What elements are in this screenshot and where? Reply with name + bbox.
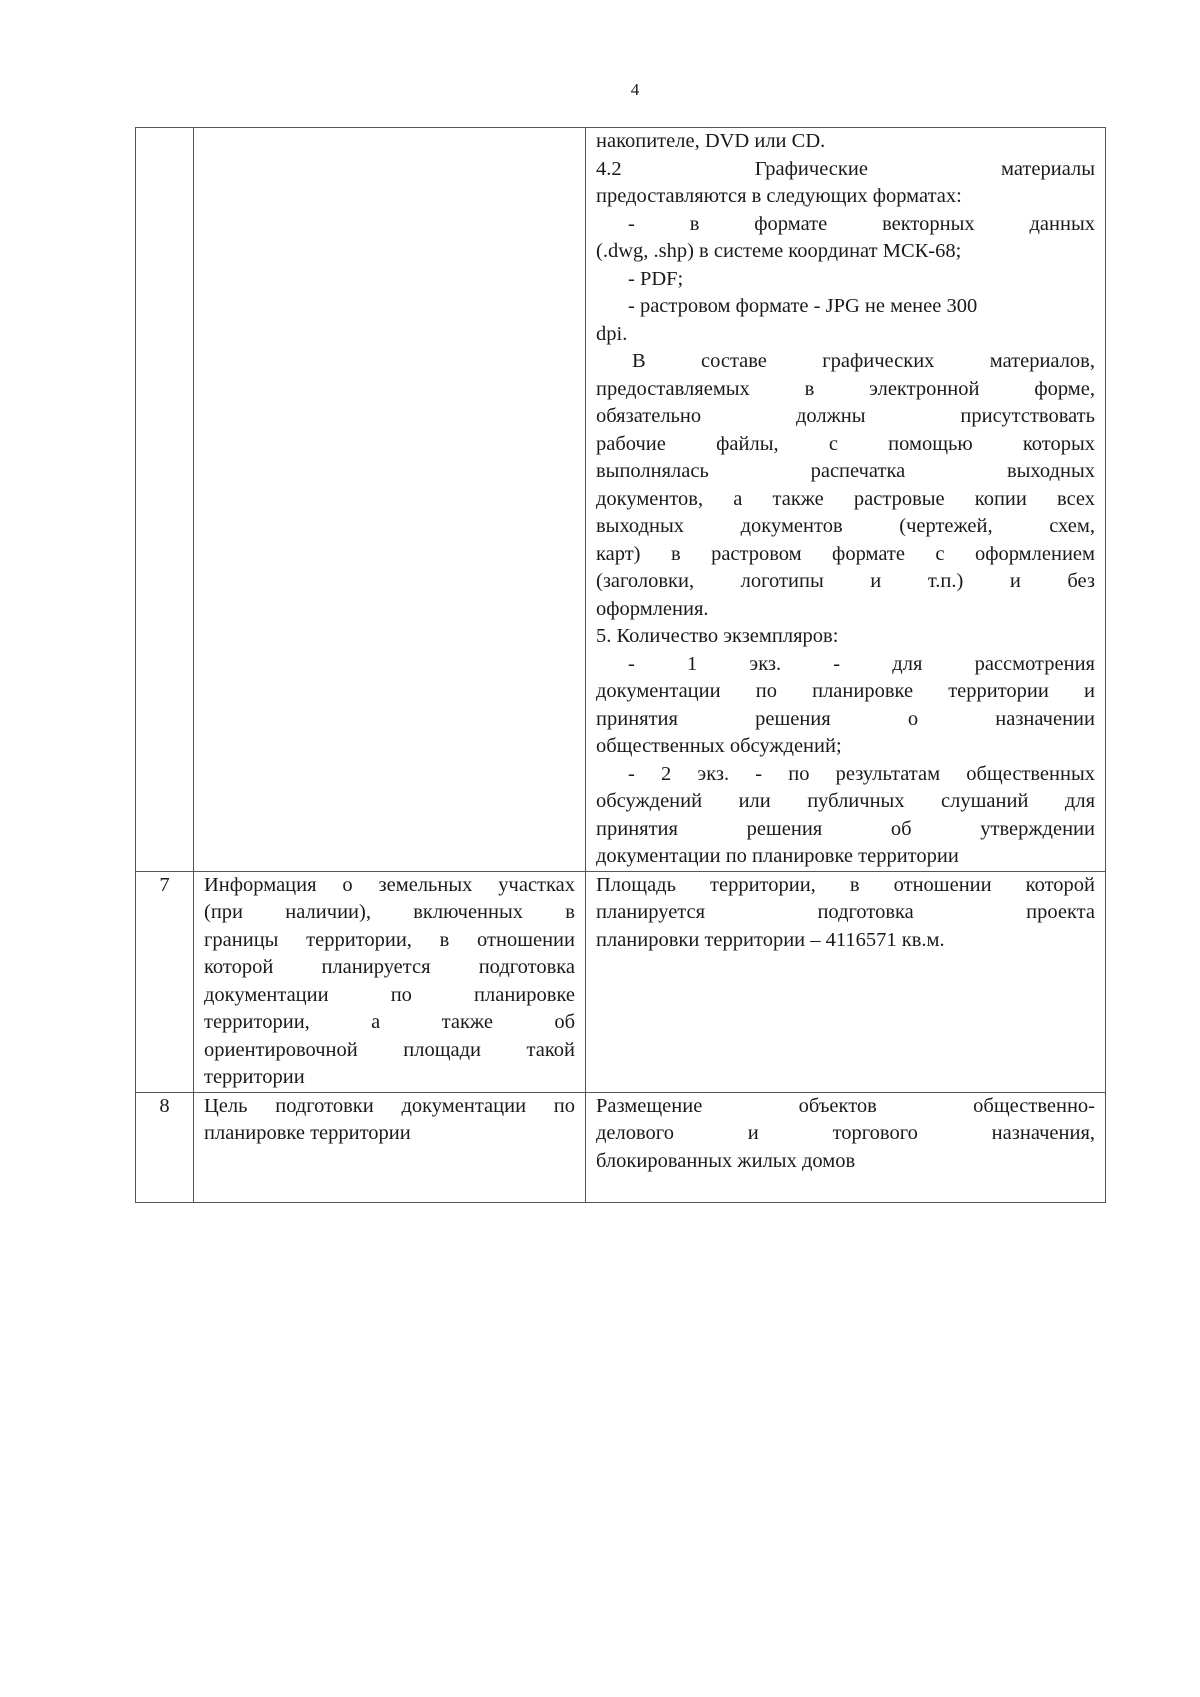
row-value-cell — [586, 128, 1106, 872]
text-line: планировки территории – 4116571 кв.м. — [596, 928, 945, 951]
row-value-cell — [586, 871, 1106, 1092]
text-line: документации по планировке территории и — [596, 680, 1095, 702]
text-line: оформления. — [596, 597, 709, 620]
text-line: (.dwg, .shp) в системе координат МСК-68; — [596, 240, 962, 262]
text-line: территории, а также об — [204, 1011, 575, 1033]
text-line: (заголовки, логотипы и т.п.) и без — [596, 570, 1095, 592]
table-row-7 — [136, 871, 1106, 1092]
table-row-6-continued — [136, 128, 1106, 872]
text-line: делового и торгового назначения, — [596, 1122, 1095, 1144]
text-line: общественных обсуждений; — [596, 735, 842, 757]
text-line: выполнялась распечатка выходных — [596, 460, 1095, 482]
text-line: dpi. — [596, 322, 628, 345]
text-line: - 2 экз. - по результатам общественных — [628, 762, 1095, 785]
text-line: выходных документов (чертежей, схем, — [596, 515, 1095, 537]
text-line: - PDF; — [628, 267, 684, 290]
row-value-cell — [586, 1092, 1106, 1202]
text-line: - в формате векторных данных — [628, 212, 1095, 235]
text-line: 5. Количество экземпляров: — [596, 625, 839, 647]
text-line: принятия решения о назначении — [596, 707, 1095, 730]
text-line: принятия решения об утверждении — [596, 817, 1095, 840]
text-line: планируется подготовка проекта — [596, 901, 1095, 923]
text-line: обязательно должны присутствовать — [596, 405, 1095, 427]
text-line: обсуждений или публичных слушаний для — [596, 790, 1095, 812]
text-line: территории — [204, 1066, 305, 1088]
text-line: 4.2 Графические материалы — [596, 157, 1095, 180]
table-row-8 — [136, 1092, 1106, 1202]
text-line: карт) в растровом формате с оформлением — [596, 542, 1095, 565]
text-line: планировке территории — [204, 1122, 411, 1144]
text-line: Размещение объектов общественно- — [596, 1094, 1095, 1117]
text-line: Цель подготовки документации по — [204, 1094, 575, 1117]
text-line: Информация о земельных участках — [204, 873, 575, 896]
text-line: которой планируется подготовка — [204, 956, 575, 978]
terms-table — [135, 127, 1106, 1203]
text-line: предоставляются в следующих форматах: — [596, 185, 962, 207]
text-line: границы территории, в отношении — [204, 928, 575, 951]
text-line: - 1 экз. - для рассмотрения — [628, 652, 1095, 675]
text-line: документов, а также растровые копии всех — [596, 487, 1095, 510]
text-line: В составе графических материалов, — [632, 350, 1095, 372]
text-line: накопителе, DVD или CD. — [596, 130, 826, 152]
text-line: ориентировочной площади такой — [204, 1038, 575, 1061]
row-number-cell — [136, 128, 194, 872]
text-line: рабочие файлы, с помощью которых — [596, 432, 1095, 455]
row-number-cell: 8 — [136, 1092, 194, 1202]
row-description-cell — [194, 871, 586, 1092]
text-line: документации по планировке территории — [596, 845, 959, 867]
page-number: 4 — [630, 80, 640, 99]
row-number-cell: 7 — [136, 871, 194, 1092]
text-line: (при наличии), включенных в — [204, 901, 575, 923]
text-line: документации по планировке — [204, 983, 575, 1006]
row-description-cell — [194, 1092, 586, 1202]
text-line: - растровом формате - JPG не менее 300 — [628, 295, 978, 317]
row-description-cell — [194, 128, 586, 872]
text-line: Площадь территории, в отношении которой — [596, 873, 1095, 896]
text-line: блокированных жилых домов — [596, 1149, 856, 1172]
text-line: предоставляемых в электронной форме, — [596, 377, 1095, 400]
